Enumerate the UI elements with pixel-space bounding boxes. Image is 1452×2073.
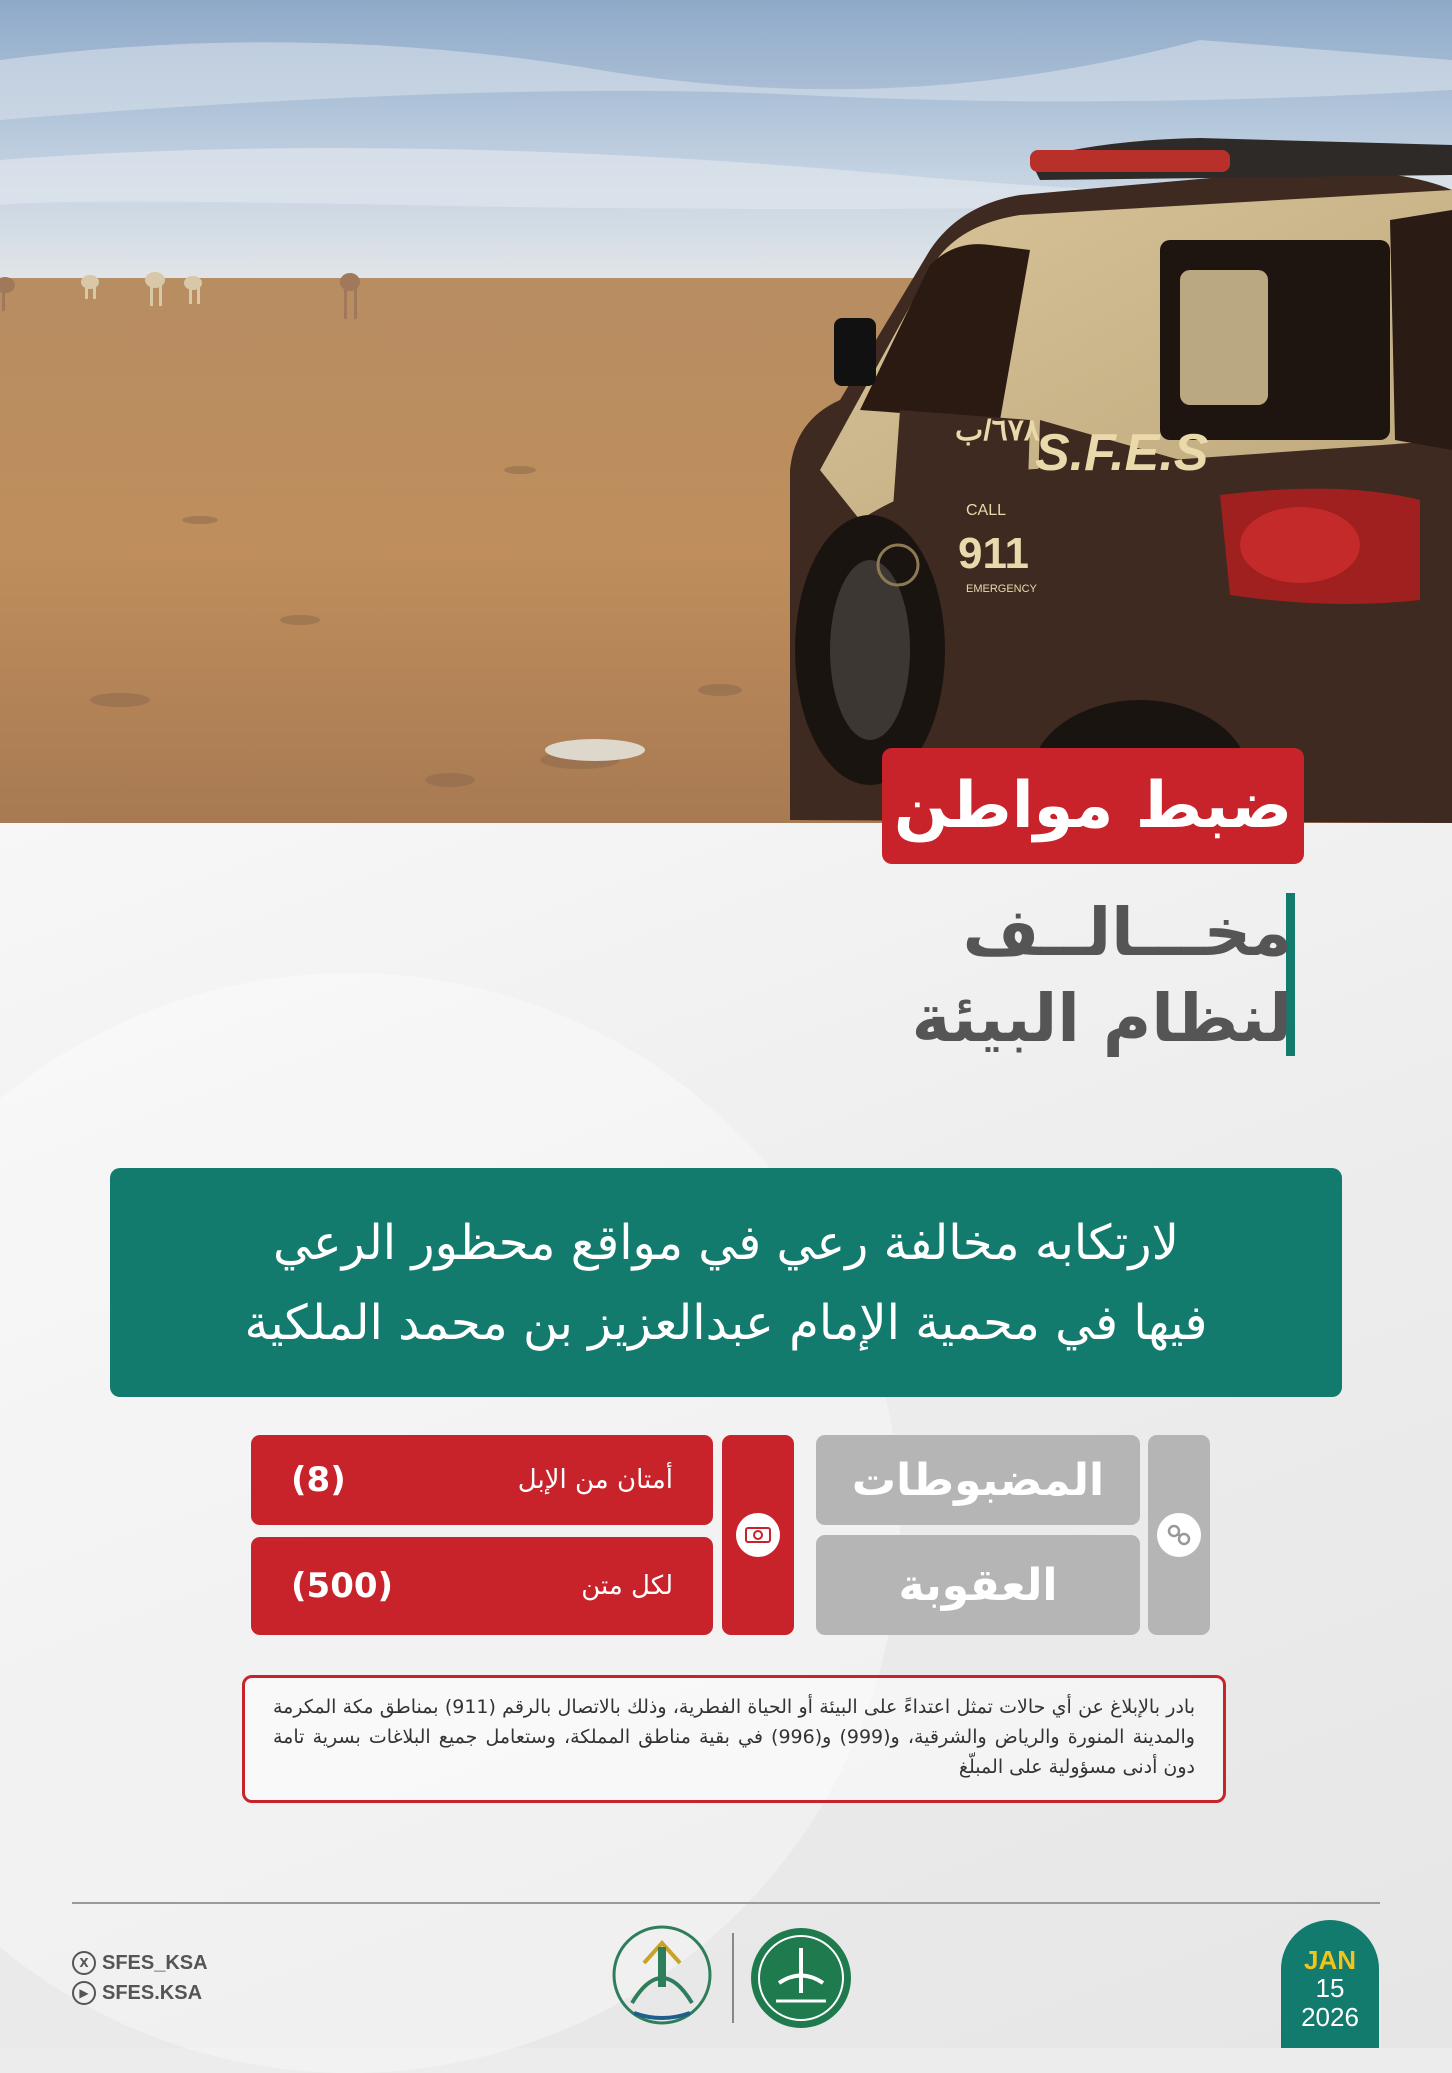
youtube-handle: SFES.KSA <box>102 1981 203 2004</box>
penalty-label-tile <box>816 1535 1140 1635</box>
date-day: 15 <box>1315 1973 1345 2003</box>
vehicle-brand: S.F.E.S <box>1035 424 1209 482</box>
description-line-2: فيها في محمية الإمام عبدالعزيز بن محمد الملكية <box>244 1294 1208 1351</box>
logos <box>604 1923 858 2033</box>
money-icon <box>736 1513 780 1557</box>
title-line-2: لنظام البيئة <box>911 980 1292 1057</box>
seized-label: المضبوطات <box>851 1454 1105 1506</box>
hero-photo <box>0 0 1452 823</box>
penalty-value-tile <box>251 1537 713 1635</box>
ministry-logo <box>744 1923 858 2033</box>
date-month: JAN <box>1303 1945 1356 1975</box>
penalty-label: العقوبة <box>898 1559 1058 1611</box>
x-handle-row[interactable] <box>72 1948 208 1978</box>
vehicle-call-number: 911 <box>958 529 1029 578</box>
vehicle-plate: ٦٧٨/ب <box>955 414 1040 447</box>
seized-label-tile <box>816 1435 1140 1525</box>
youtube-handle-row[interactable] <box>72 1978 208 2008</box>
date-year: 2026 <box>1301 2002 1359 2032</box>
title-line-1: مخـــالــف <box>962 894 1292 971</box>
x-icon: X <box>72 1951 96 1975</box>
seized-unit: أمتان من الإبل <box>517 1465 673 1495</box>
seized-value-tile <box>251 1435 713 1525</box>
page-title <box>912 890 1292 1062</box>
footer-divider <box>72 1902 1380 1904</box>
penalty-unit: لكل متن <box>581 1571 673 1601</box>
report-notice: بادر بالإبلاغ عن أي حالات تمثل اعتداءً على البيئة أو الحياة الفطرية، وذلك بالاتصال بالرقم (911) بمناطق مكة المكرمة والمدينة المنورة والرياض والشرقية، و(999) و(996) في بقية مناطق المملكة، وستعامل جميع البلاغات بسرية تامة دون أدنى مسؤولية على المبلّغ <box>242 1675 1226 1803</box>
handcuffs-tile <box>1148 1435 1210 1635</box>
description-line-1: لارتكابه مخالفة رعي في مواقع محظور الرعي <box>273 1214 1179 1271</box>
seized-value: (8) <box>291 1460 346 1500</box>
youtube-icon: ▶ <box>72 1981 96 2005</box>
date-badge <box>1281 1920 1379 2048</box>
logo-divider <box>732 1933 734 2023</box>
description-box <box>110 1168 1342 1397</box>
headline-text: ضبط مواطن <box>893 769 1293 843</box>
vehicle-emergency-label: EMERGENCY <box>966 583 1037 595</box>
social-handles <box>72 1948 208 2008</box>
money-tile <box>722 1435 794 1635</box>
handcuffs-icon <box>1157 1513 1201 1557</box>
headline-badge <box>882 748 1304 864</box>
vehicle-call-label: CALL <box>966 502 1007 519</box>
penalty-value: (500) <box>291 1566 394 1606</box>
x-handle: SFES_KSA <box>102 1951 208 1974</box>
